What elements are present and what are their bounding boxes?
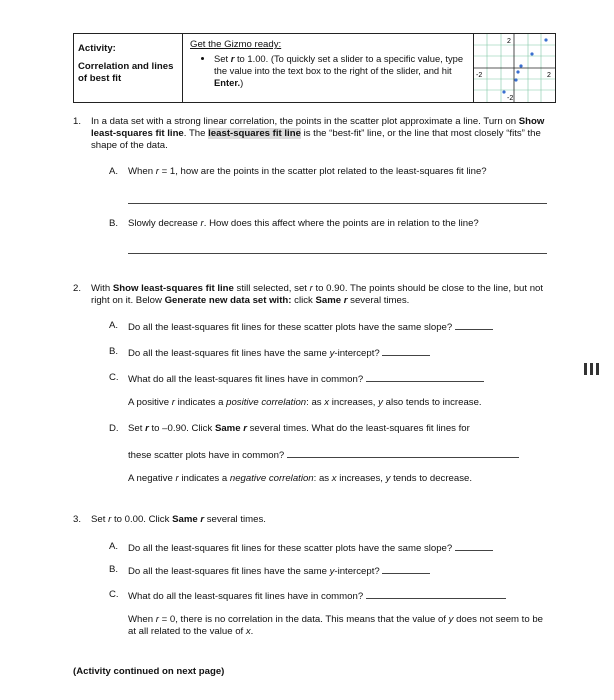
plot-label-right: 2 [547,72,551,79]
gizmo-instructions-cell [184,34,473,102]
q2a-answer-blank[interactable] [455,320,493,330]
q2b-label: B. [109,346,119,357]
q3-text: Set r to 0.00. Click Same r several times. [91,514,266,525]
q3c-text: What do all the least-squares fit lines have in common? [128,589,506,603]
plot-label-top: 2 [507,38,511,45]
activity-label-cell [74,34,183,102]
q2c-label: C. [109,372,119,383]
q1a-label: A. [109,166,119,177]
q1b-label: B. [109,218,119,229]
gizmo-instruction-item: • Set r to 1.00. (To quickly set a slider to a specific value, type the value into the text box to the right of the slider, and hit Enter.) [214,53,467,89]
scatter-plot-thumbnail [473,34,555,102]
plot-label-left: -2 [476,72,483,79]
q1b-answer-line[interactable] [128,253,547,254]
q2b-text: Do all the least-squares fit lines have the same y-intercept? [128,346,430,360]
q2-text: With Show least-squares fit line still selected, set r to 0.90. The points should be close to the line, but not right on it. Below Generate new data set with: click Same r several times. [91,283,544,306]
q1b-text: Slowly decrease r. How does this affect where the points are in relation to the line? [128,218,479,229]
plot-point [544,38,547,41]
q3b-label: B. [109,564,119,575]
q2a-label: A. [109,320,119,331]
q2d-text-line2: these scatter plots have in common? [128,448,519,462]
q3a-label: A. [109,541,119,552]
hamburger-menu-icon[interactable] [584,363,600,375]
q1a-answer-line[interactable] [128,203,547,204]
q2c-text: What do all the least-squares fit lines have in common? [128,372,484,386]
plot-point [516,70,519,73]
q3-number: 3. [73,514,82,525]
q3a-answer-blank[interactable] [455,541,493,551]
continued-footer: (Activity continued on next page) [73,666,225,677]
plot-point [514,78,517,81]
q1-text: In a data set with a strong linear correlation, the points in the scatter plot approximate a line. Turn on Show least-squares fit line. The least-squares fit line is the “best-fit” line, or the line that most closely “fits” the shape of the data. [91,116,545,151]
q2d-text: Set r to –0.90. Click Same r several times. What do the least-squares fit lines for [128,423,470,434]
q2d-note: A negative r indicates a negative correlation: as x increases, y tends to decrease. [128,473,473,484]
gizmo-ready-heading: Get the Gizmo ready: [190,39,282,50]
q3b-answer-blank[interactable] [382,564,430,574]
gizmo-instructions-list [190,53,467,89]
q2c-note: A positive r indicates a positive correlation: as x increases, y also tends to increase. [128,397,482,408]
q1-number: 1. [73,116,82,127]
q2c-answer-blank[interactable] [366,372,484,382]
plot-label-bottom: -2 [507,95,514,102]
activity-label: Activity: [78,43,116,54]
scatter-plot-graphic [474,34,555,102]
plot-axes [474,34,555,102]
q2d-label: D. [109,423,119,434]
q3b-text: Do all the least-squares fit lines have the same y-intercept? [128,564,430,578]
plot-point [519,64,522,67]
q1a-text: When r = 1, how are the points in the scatter plot related to the least-squares fit line? [128,166,487,177]
activity-title: Correlation and lines of best fit [78,61,174,84]
q3a-text: Do all the least-squares fit lines for these scatter plots have the same slope? [128,541,493,555]
q2d-answer-blank[interactable] [287,448,519,458]
q3c-note: When r = 0, there is no correlation in the data. This means that the value of y does not seem to be at all related to the value of x. [128,614,544,637]
q2-number: 2. [73,283,82,294]
plot-point [502,90,505,93]
q2a-text: Do all the least-squares fit lines for these scatter plots have the same slope? [128,320,493,334]
activity-header-box [73,33,556,103]
q2b-answer-blank[interactable] [382,346,430,356]
q3c-answer-blank[interactable] [366,589,506,599]
plot-point [530,52,533,55]
q3c-label: C. [109,589,119,600]
